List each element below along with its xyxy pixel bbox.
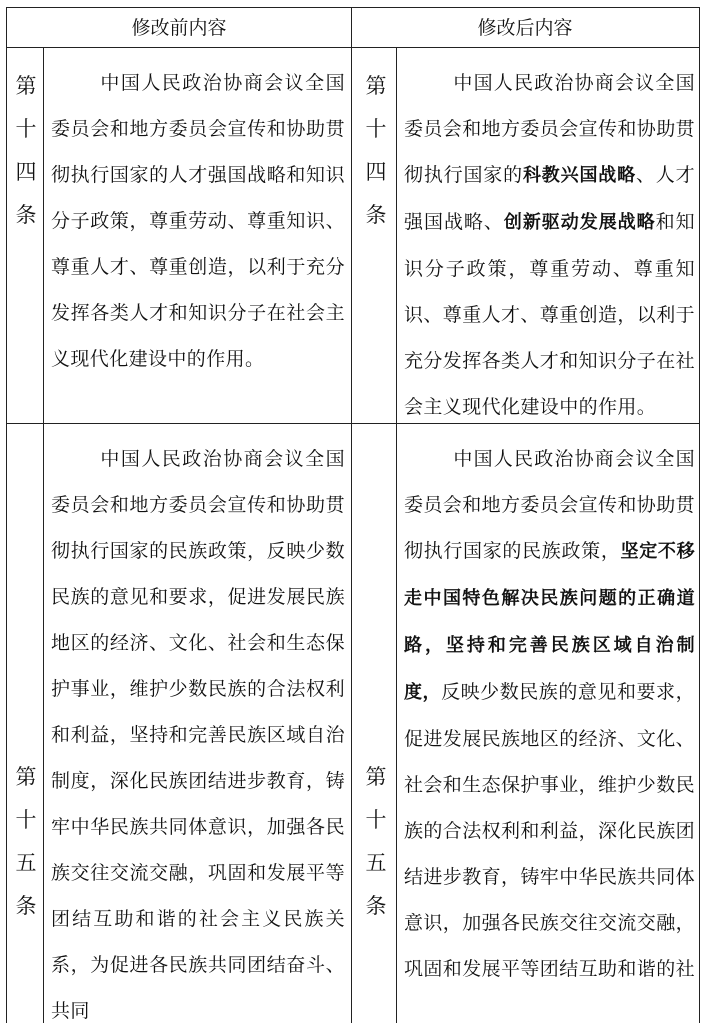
column-divider-middle bbox=[351, 8, 352, 1023]
article-15-after-text: 中国人民政治协商会议全国委员会和地方委员会宣传和协助贯彻执行国家的民族政策，坚定不移走中国特色解决民族问题的正确道路，坚持和完善民族区域自治制度，反映少数民族的意见和要求，促进发展民族地区的经济、文化、社会和生态保护事业，维护少数民族的合法权利和利益，深化民族团结进步教育，铸牢中华民族共同体意识，加强各民族交往交流交融，巩固和发展平等团结互助和谐的社 bbox=[404, 448, 695, 980]
article-15-label-before: 第 十 五 条 bbox=[15, 765, 37, 918]
header-before: 修改前内容 bbox=[7, 8, 351, 48]
article-14-before-text: 中国人民政治协商会议全国委员会和地方委员会宣传和协助贯彻执行国家的人才强国战略和知识分子政策，尊重劳动、尊重知识、尊重人才、尊重创造，以利于充分发挥各类人才和知识分子在社会主义现代化建设中的作用。 bbox=[51, 72, 345, 370]
highlight-added-text: 科教兴国战略 bbox=[522, 165, 636, 186]
article-14-label-before: 第 十 四 条 bbox=[15, 74, 37, 227]
highlight-added-text: 创新驱动发展战略 bbox=[503, 212, 656, 233]
highlight-added-text: 坚定不移走中国特色解决民族问题的正确道路，坚持和完善民族区域自治制度， bbox=[404, 541, 695, 703]
article-14-after-text: 中国人民政治协商会议全国委员会和地方委员会宣传和协助贯彻执行国家的科教兴国战略、人才强国战略、创新驱动发展战略和知识分子政策，尊重劳动、尊重知识、尊重人才、尊重创造，以利于充分发挥各类人才和知识分子在社会主义现代化建设中的作用。 bbox=[404, 72, 695, 418]
header-after: 修改后内容 bbox=[351, 8, 699, 48]
article-15-before-text: 中国人民政治协商会议全国委员会和地方委员会宣传和协助贯彻执行国家的民族政策，反映少数民族的意见和要求，促进发展民族地区的经济、文化、社会和生态保护事业，维护少数民族的合法权利和利益，坚持和完善民族区域自治制度，深化民族团结进步教育，铸牢中华民族共同体意识，加强各民族交往交流交融，巩固和发展平等团结互助和谐的社会主义民族关系，为促进各民族共同团结奋斗、共同 bbox=[51, 448, 345, 1022]
comparison-table bbox=[6, 7, 700, 1023]
article-14-label-after: 第 十 四 条 bbox=[365, 74, 387, 227]
column-divider-right-label bbox=[396, 48, 397, 1023]
column-divider-left-label bbox=[43, 48, 44, 1023]
article-15-label-after: 第 十 五 条 bbox=[365, 765, 387, 918]
row-divider bbox=[7, 423, 699, 424]
